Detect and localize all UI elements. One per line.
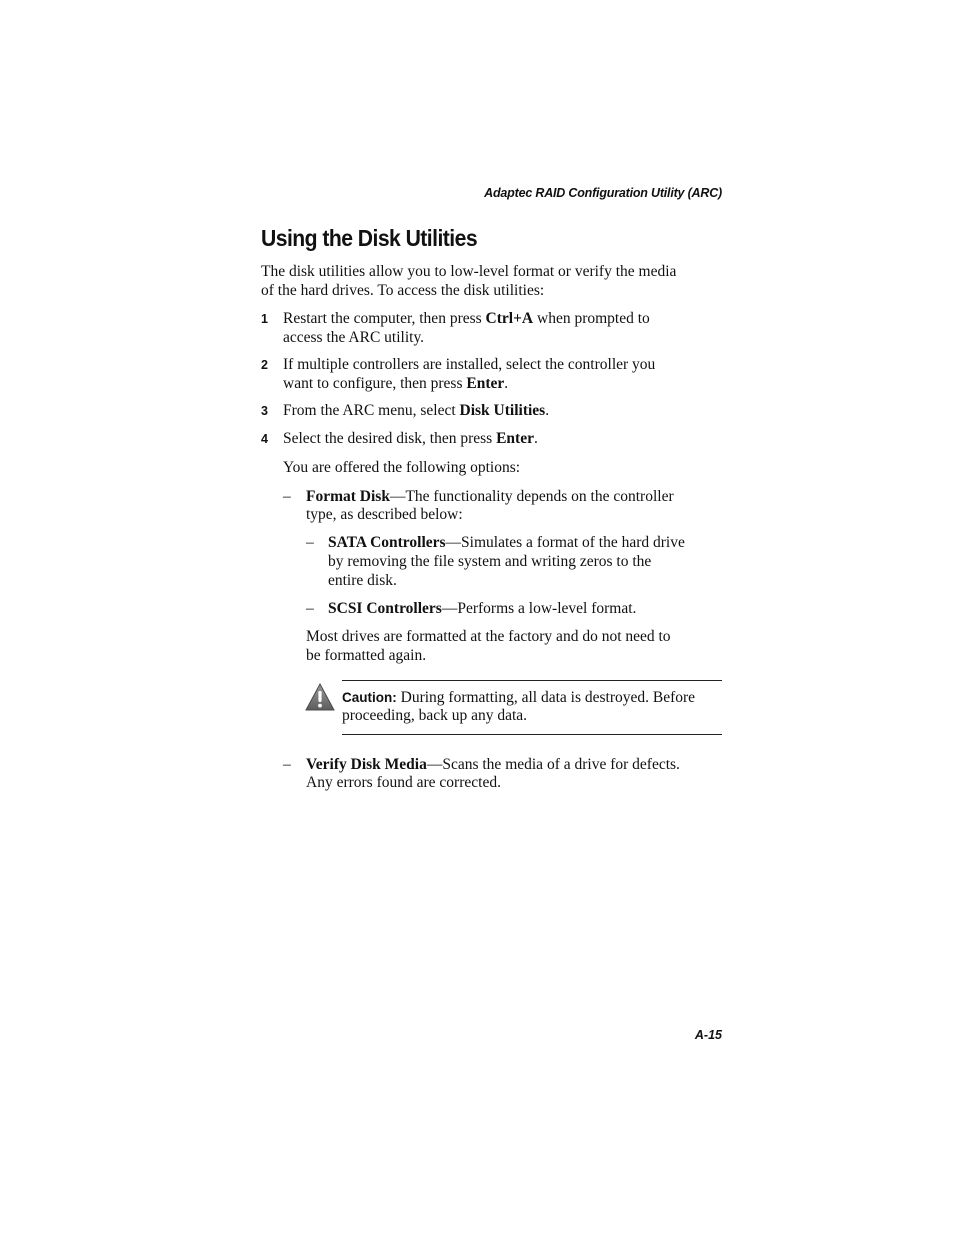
key-name: Ctrl+A: [485, 310, 534, 327]
step-text: From the ARC menu, select Disk Utilities.: [283, 402, 550, 419]
format-note: be formatted again.: [306, 647, 427, 664]
running-header: Adaptec RAID Configuration Utility (ARC): [484, 186, 722, 200]
step-number: 2: [261, 358, 268, 372]
menu-name: Disk Utilities: [459, 402, 546, 419]
step-number: 4: [261, 432, 268, 446]
option-term: SATA Controllers: [328, 534, 446, 551]
page-number: A-15: [694, 1028, 722, 1042]
caution-bottom-rule: [342, 734, 722, 735]
option-format-disk: Format Disk—The functionality depends on the controller: [306, 488, 674, 505]
option-term: Verify Disk Media: [306, 756, 427, 773]
list-dash: –: [283, 756, 291, 773]
option-text: type, as described below:: [306, 506, 463, 523]
step-number: 3: [261, 404, 268, 418]
intro-paragraph-line: The disk utilities allow you to low-level format or verify the media: [261, 263, 677, 280]
caution-label: Caution:: [342, 690, 397, 705]
format-note: Most drives are formatted at the factory and do not need to: [306, 628, 671, 645]
key-name: Enter: [466, 375, 505, 392]
option-scsi-controllers: SCSI Controllers—Performs a low-level format.: [328, 600, 637, 617]
caution-top-rule: [342, 680, 722, 681]
list-dash: –: [283, 488, 291, 505]
list-dash: –: [306, 534, 314, 551]
step-text: Select the desired disk, then press Enter.: [283, 430, 538, 447]
option-text: by removing the file system and writing zeros to the: [328, 553, 652, 570]
intro-paragraph-line: of the hard drives. To access the disk utilities:: [261, 282, 545, 299]
step-text: If multiple controllers are installed, select the controller you: [283, 356, 656, 373]
key-name: Enter: [496, 430, 534, 447]
step-number: 1: [261, 312, 268, 326]
option-verify-disk-media: Verify Disk Media—Scans the media of a drive for defects.: [306, 756, 680, 773]
step-text: want to configure, then press Enter.: [283, 375, 509, 392]
warning-triangle-icon: [305, 683, 335, 711]
list-dash: –: [306, 600, 314, 617]
option-term: SCSI Controllers: [328, 600, 442, 617]
step-text: Restart the computer, then press Ctrl+A when prompted to: [283, 310, 650, 327]
options-intro: You are offered the following options:: [283, 459, 521, 476]
option-term: Format Disk: [306, 488, 390, 505]
step-text: access the ARC utility.: [283, 329, 425, 346]
caution-text: proceeding, back up any data.: [342, 707, 528, 724]
section-title: Using the Disk Utilities: [261, 225, 478, 251]
option-sata-controllers: SATA Controllers—Simulates a format of the hard drive: [328, 534, 685, 551]
caution-text: Caution: During formatting, all data is destroyed. Before: [342, 689, 696, 706]
option-text: entire disk.: [328, 572, 397, 589]
option-text: Any errors found are corrected.: [306, 774, 501, 791]
